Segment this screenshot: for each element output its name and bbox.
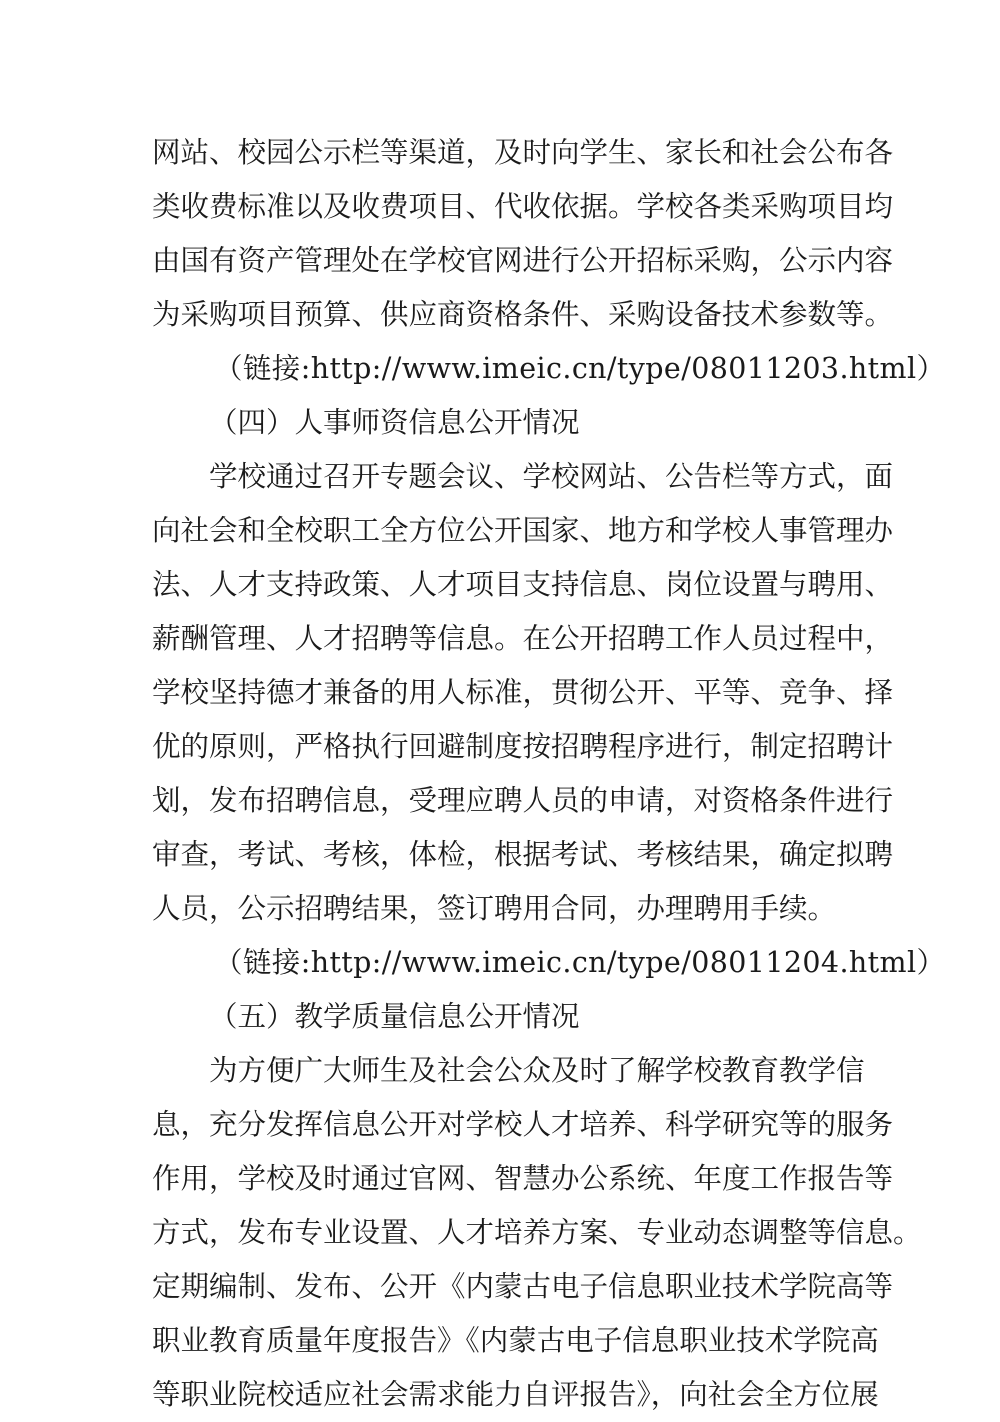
teaching-heading: （五）教学质量信息公开情况 xyxy=(209,1000,580,1033)
personnel-link: （链接:http://www.imeic.cn/type/08011204.html） xyxy=(214,946,946,979)
paragraph-line: 为方便广大师生及社会公众及时了解学校教育教学信 xyxy=(209,1054,865,1087)
paragraph-line: 审查，考试、考核，体检，根据考试、考核结果，确定拟聘 xyxy=(152,838,894,871)
procurement-paragraph xyxy=(152,126,894,342)
paragraph-line: 薪酬管理、人才招聘等信息。在公开招聘工作人员过程中， xyxy=(152,622,894,655)
paragraph-line: 划，发布招聘信息，受理应聘人员的申请，对资格条件进行 xyxy=(152,784,894,817)
paragraph-line: 学校坚持德才兼备的用人标准，贯彻公开、平等、竞争、择 xyxy=(152,676,894,709)
paragraph-line: 向社会和全校职工全方位公开国家、地方和学校人事管理办 xyxy=(152,514,894,547)
paragraph-line: 类收费标准以及收费项目、代收依据。学校各类采购项目均 xyxy=(152,190,894,223)
personnel-heading: （四）人事师资信息公开情况 xyxy=(209,406,580,439)
paragraph-line: 法、人才支持政策、人才项目支持信息、岗位设置与聘用、 xyxy=(152,568,894,601)
procurement-link: （链接:http://www.imeic.cn/type/08011203.html） xyxy=(214,352,946,385)
paragraph-line: 网站、校园公示栏等渠道，及时向学生、家长和社会公布各 xyxy=(152,136,894,169)
paragraph-line: 定期编制、发布、公开《内蒙古电子信息职业技术学院高等 xyxy=(152,1270,894,1303)
paragraph-line: 职业教育质量年度报告》《内蒙古电子信息职业技术学院高 xyxy=(152,1324,879,1357)
document-page xyxy=(152,126,946,1422)
paragraph-line: 方式，发布专业设置、人才培养方案、专业动态调整等信息。 xyxy=(152,1216,922,1249)
personnel-paragraph xyxy=(152,450,894,936)
teaching-paragraph xyxy=(152,1044,922,1422)
paragraph-line: 作用，学校及时通过官网、智慧办公系统、年度工作报告等 xyxy=(152,1162,894,1195)
paragraph-line: 为采购项目预算、供应商资格条件、采购设备技术参数等。 xyxy=(152,298,894,331)
paragraph-line: 等职业院校适应社会需求能力自评报告》，向社会全方位展 xyxy=(152,1378,879,1411)
paragraph-line: 由国有资产管理处在学校官网进行公开招标采购，公示内容 xyxy=(152,244,894,277)
paragraph-line: 优的原则，严格执行回避制度按招聘程序进行，制定招聘计 xyxy=(152,730,894,763)
paragraph-line: 息，充分发挥信息公开对学校人才培养、科学研究等的服务 xyxy=(152,1108,894,1141)
paragraph-line: 人员，公示招聘结果，签订聘用合同，办理聘用手续。 xyxy=(152,892,837,925)
paragraph-line: 学校通过召开专题会议、学校网站、公告栏等方式，面 xyxy=(209,460,894,493)
